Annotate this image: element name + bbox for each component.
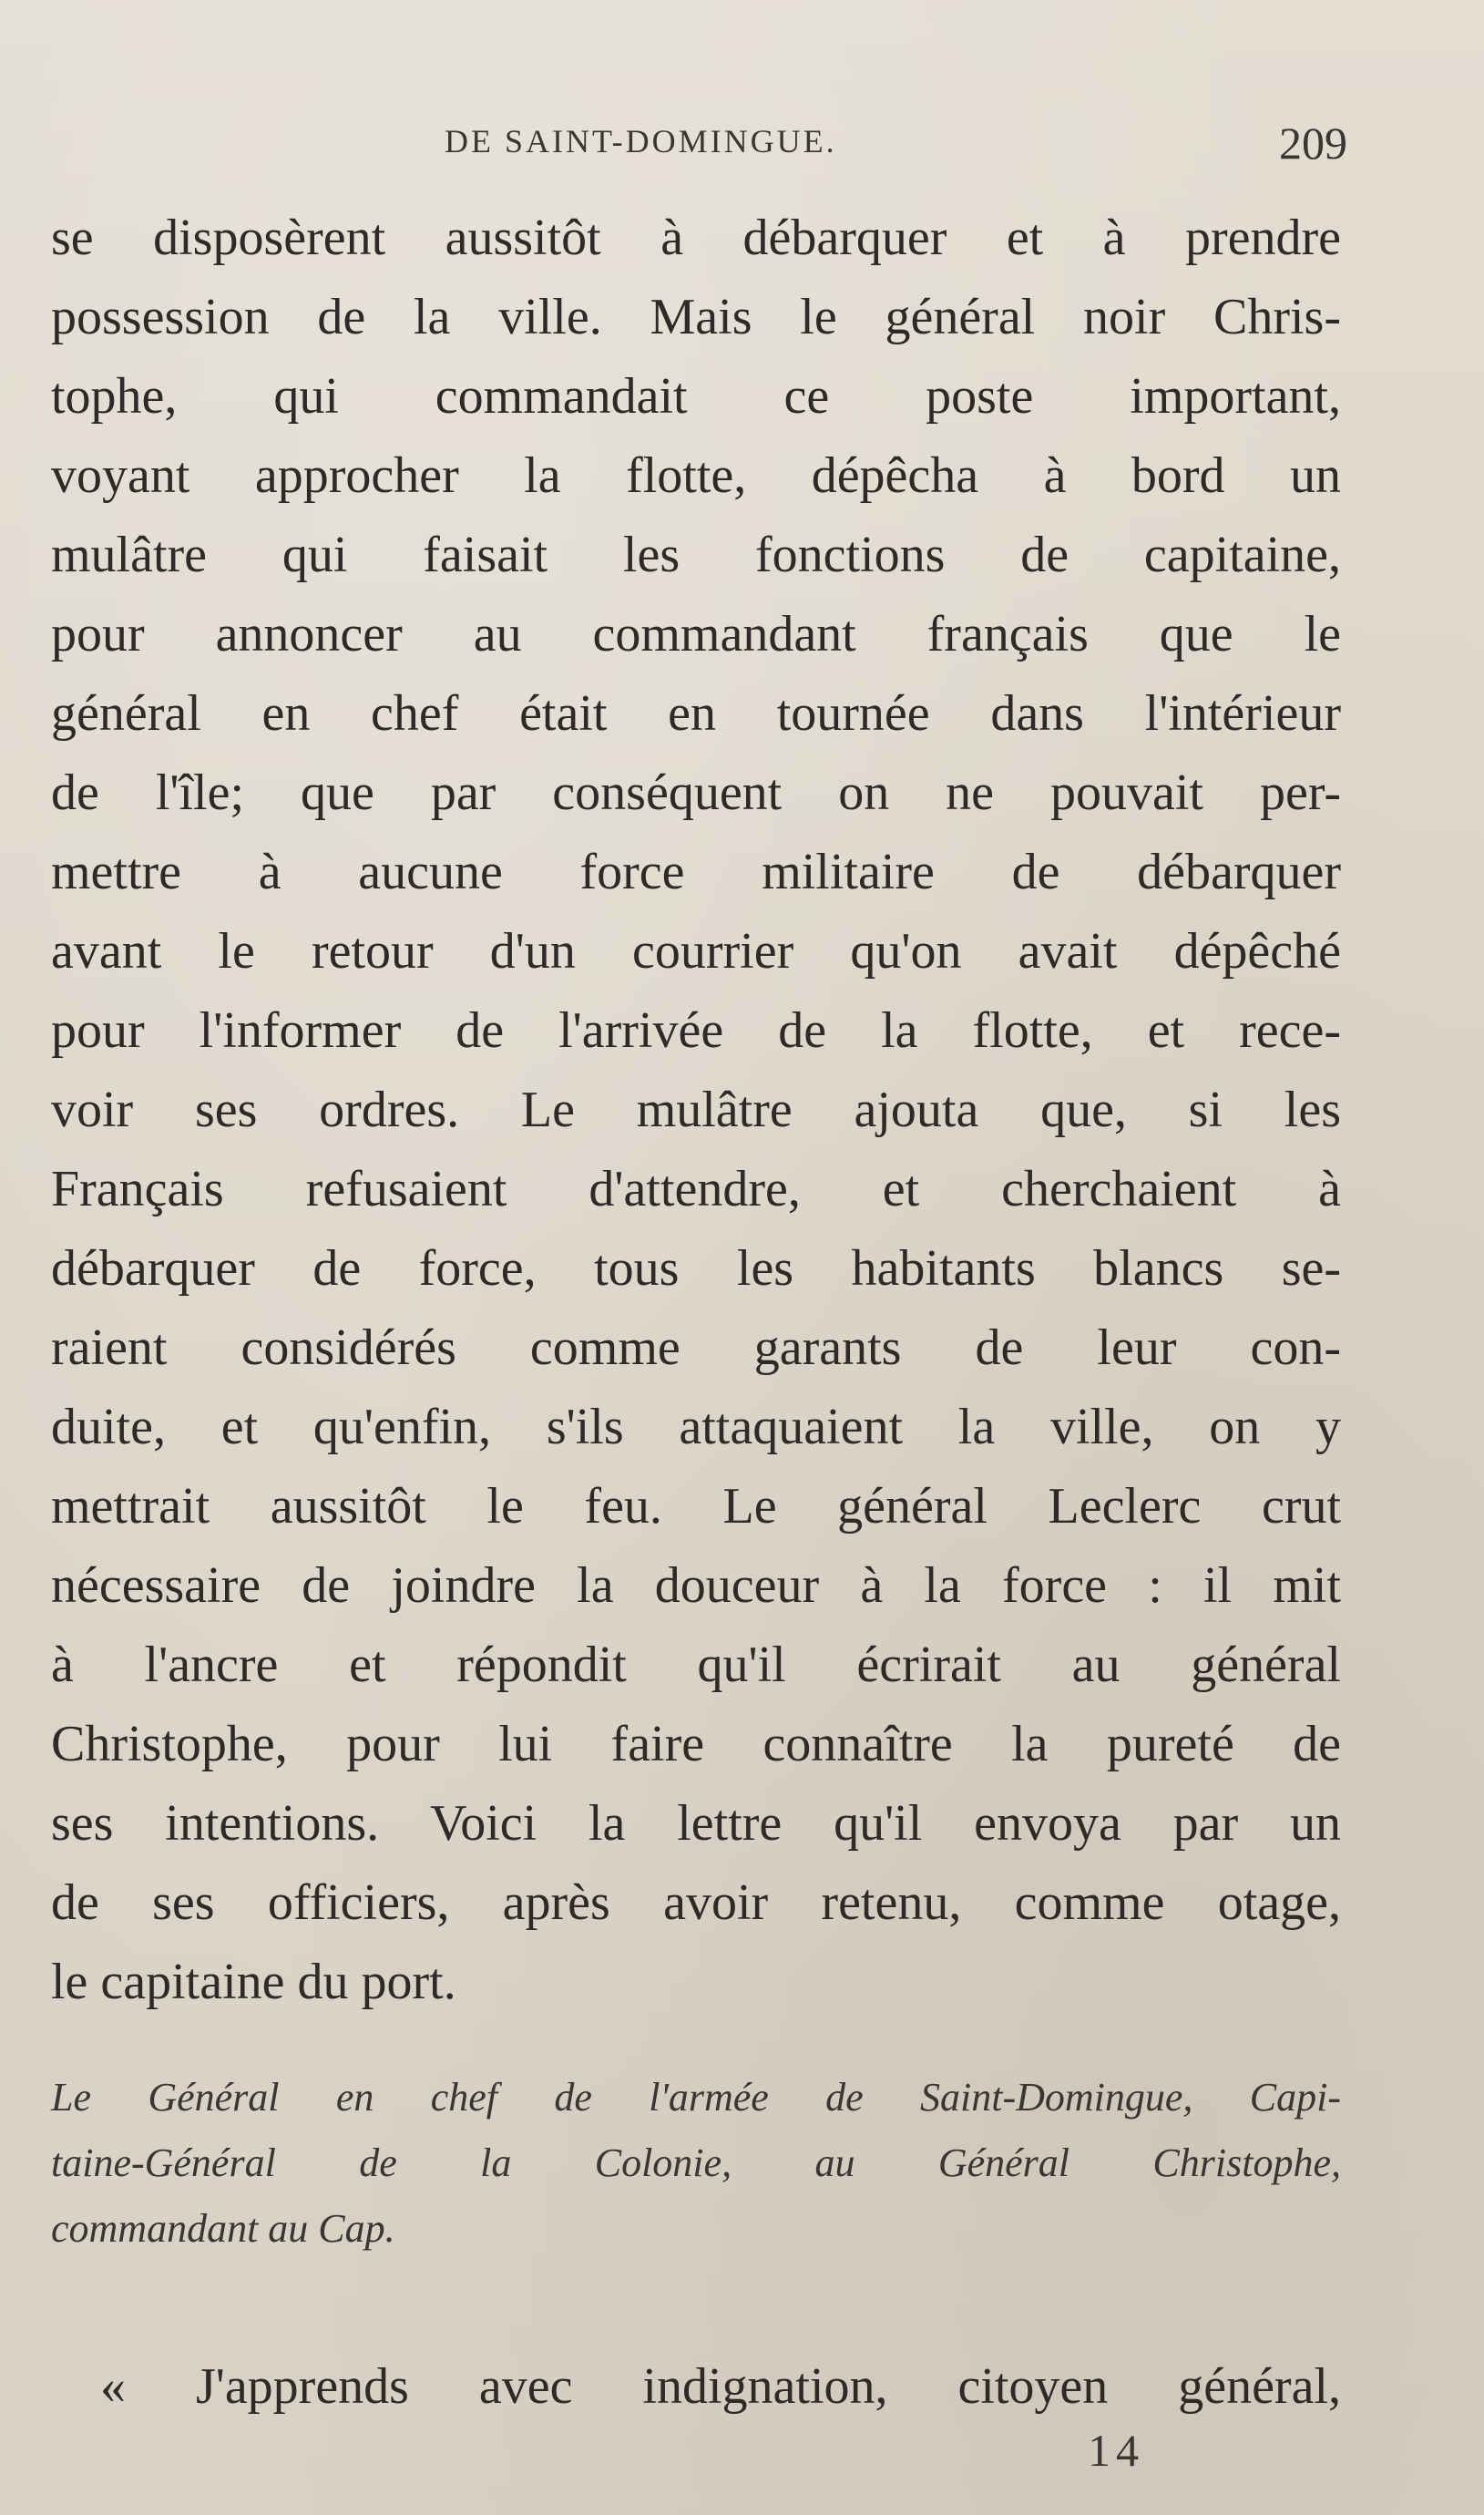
page-header bbox=[0, 117, 1484, 171]
text-line: se disposèrent aussitôt à débarquer et à prendre bbox=[51, 210, 1341, 266]
letter-heading-line: taine-Général de la Colonie, au Général Christophe, bbox=[51, 2140, 1341, 2185]
letter-heading-line: commandant au Cap. bbox=[51, 2206, 395, 2251]
text-line: raient considérés comme garants de leur con- bbox=[51, 1319, 1341, 1376]
text-line: pour l'informer de l'arrivée de la flotte, et rece- bbox=[51, 1002, 1341, 1059]
letter-heading bbox=[51, 2065, 1341, 2262]
text-line: ses intentions. Voici la lettre qu'il envoya par un bbox=[51, 1795, 1341, 1852]
text-line: tophe, qui commandait ce poste important, bbox=[51, 368, 1341, 425]
text-line: mettre à aucune force militaire de débarquer bbox=[51, 844, 1341, 900]
signature-mark: 14 bbox=[1088, 2425, 1144, 2476]
text-line: mettrait aussitôt le feu. Le général Leclerc crut bbox=[51, 1478, 1341, 1535]
text-line: avant le retour d'un courrier qu'on avait dépêché bbox=[51, 923, 1341, 980]
letter-opening-line: « J'apprends avec indignation, citoyen général, bbox=[100, 2358, 1341, 2415]
text-line: le capitaine du port. bbox=[51, 1954, 456, 2010]
text-line: de ses officiers, après avoir retenu, comme otage, bbox=[51, 1874, 1341, 1931]
text-line: duite, et qu'enfin, s'ils attaquaient la ville, on y bbox=[51, 1399, 1341, 1455]
page-number: 209 bbox=[1279, 118, 1347, 169]
body-paragraph bbox=[51, 199, 1341, 2022]
text-line: pour annoncer au commandant français que le bbox=[51, 606, 1341, 662]
text-line: Français refusaient d'attendre, et cherchaient à bbox=[51, 1161, 1341, 1217]
text-line: mulâtre qui faisait les fonctions de capitaine, bbox=[51, 527, 1341, 583]
text-line: voyant approcher la flotte, dépêcha à bord un bbox=[51, 447, 1341, 504]
text-line: Christophe, pour lui faire connaître la pureté de bbox=[51, 1716, 1341, 1772]
text-line: à l'ancre et répondit qu'il écrirait au général bbox=[51, 1637, 1341, 1693]
text-line: voir ses ordres. Le mulâtre ajouta que, si les bbox=[51, 1082, 1341, 1138]
text-line: nécessaire de joindre la douceur à la force : il mit bbox=[51, 1557, 1341, 1614]
text-line: de l'île; que par conséquent on ne pouvait per- bbox=[51, 765, 1341, 821]
letter-heading-line: Le Général en chef de l'armée de Saint-Domingue, Capi- bbox=[51, 2075, 1341, 2120]
text-line: débarquer de force, tous les habitants blancs se- bbox=[51, 1240, 1341, 1297]
running-head: DE SAINT-DOMINGUE. bbox=[445, 123, 837, 159]
text-line: général en chef était en tournée dans l'intérieur bbox=[51, 685, 1341, 742]
text-line: possession de la ville. Mais le général noir Chris- bbox=[51, 289, 1341, 345]
